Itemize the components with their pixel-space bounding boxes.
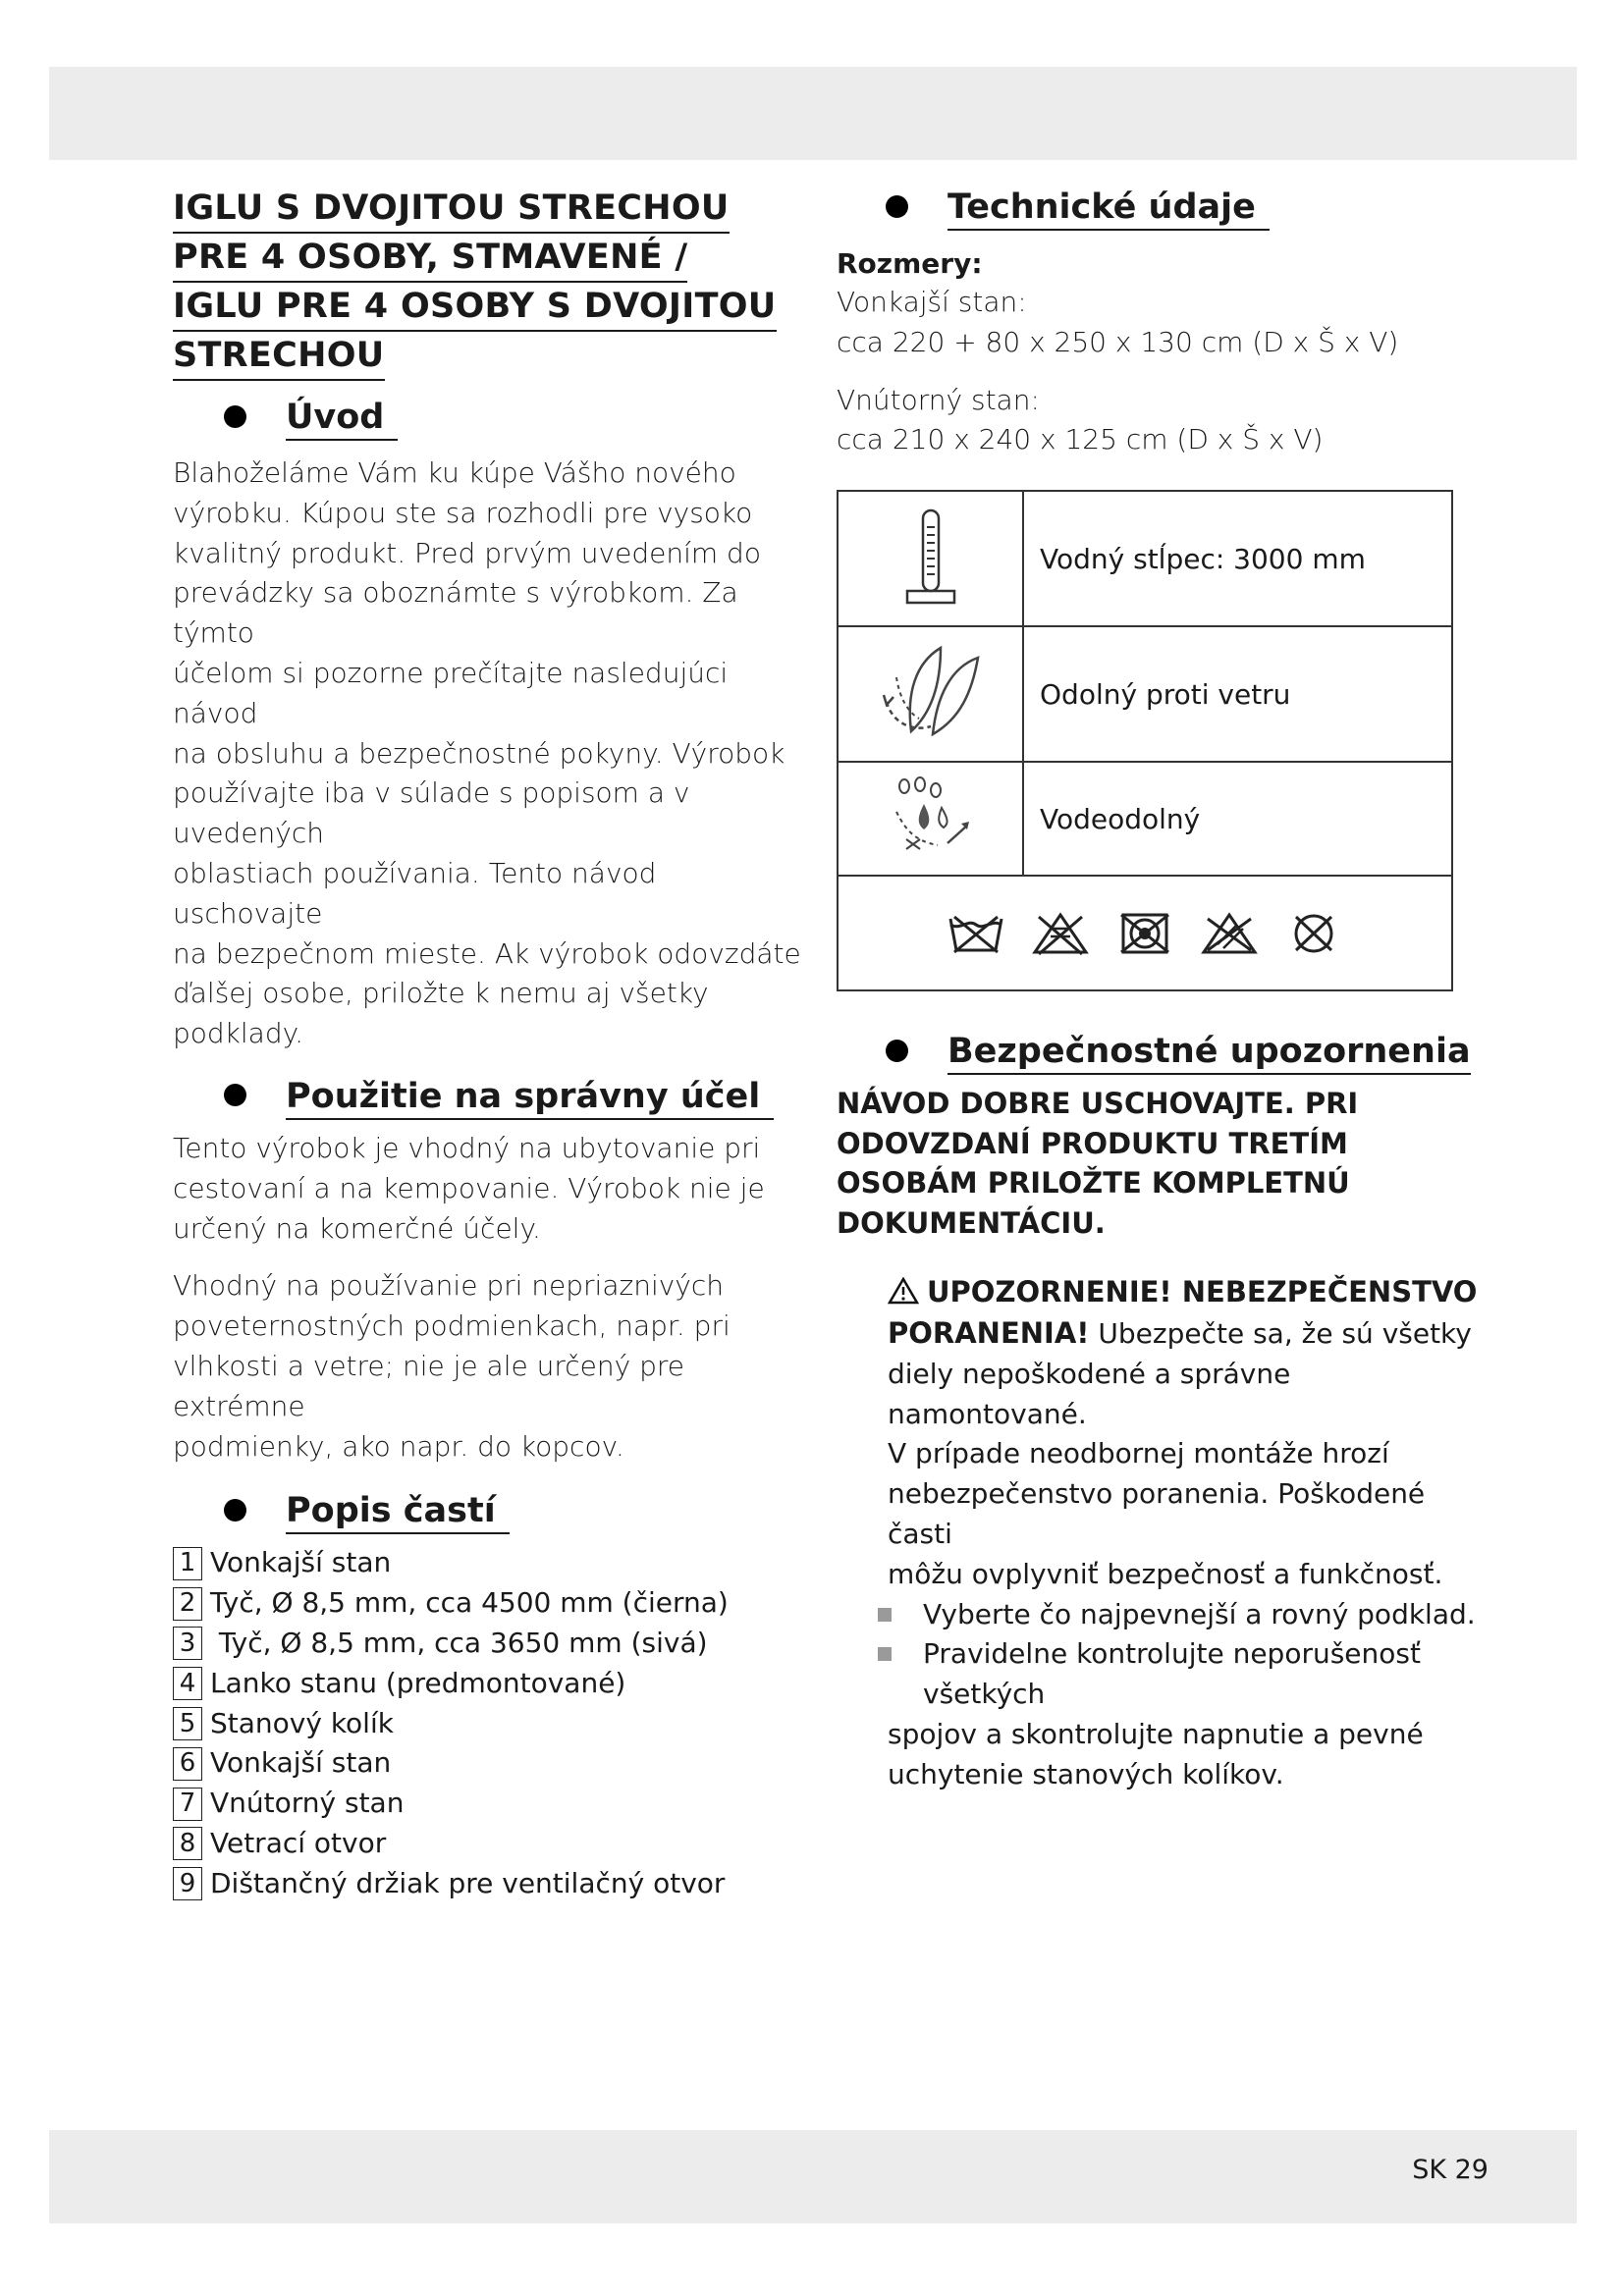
part-number: 7 bbox=[173, 1788, 202, 1821]
table-row bbox=[838, 626, 1452, 762]
left-column bbox=[173, 185, 801, 1904]
dimensions-label: Rozmery: bbox=[837, 247, 983, 280]
uvod-paragraph: Blahoželáme Vám ku kúpe Vášho nového výrobku. Kúpou ste sa rozhodli pre vysoko kvalitný produkt. Pred prvým uvedením do prevádzky sa oboznámte s výrobkom. Za týmto účelom si pozorne prečítajte nasledujúci návod na obsluhu a bezpečnostné pokyny. Výrobok používajte iba v súlade s popisom a v uvedených oblastiach používania. Tento návod uschovajte na bezpečnom mieste. Ak výrobok odovzdáte ďalšej osobe, priložte k nemu aj všetky podklady. bbox=[173, 456, 801, 1050]
title-line: STRECHOU bbox=[173, 332, 385, 381]
list-item: 8 Vetrací otvor bbox=[173, 1824, 801, 1864]
list-item: Pravidelne kontrolujte neporušenosť všetkých bbox=[878, 1634, 1485, 1715]
do-not-bleach-icon bbox=[1031, 911, 1090, 956]
bullet-icon bbox=[224, 1499, 246, 1522]
part-number: 9 bbox=[173, 1867, 202, 1900]
title-line: IGLU PRE 4 OSOBY S DVOJITOU bbox=[173, 283, 777, 332]
footer-band bbox=[49, 2130, 1577, 2223]
do-not-dry-clean-icon bbox=[1284, 911, 1343, 956]
table-row bbox=[838, 491, 1452, 626]
right-column bbox=[837, 185, 1485, 1795]
pouzitie-paragraph-1: Tento výrobok je vhodný na ubytovanie pri cestovaní a na kempovanie. Výrobok nie je určený na komerčné účely. bbox=[173, 1131, 765, 1245]
square-bullet-icon bbox=[878, 1608, 892, 1622]
water-column-text: Vodný stĺpec: 3000 mm bbox=[1023, 491, 1452, 626]
header-band bbox=[49, 67, 1577, 160]
list-item: 6 Vonkajší stan bbox=[173, 1743, 801, 1784]
table-row bbox=[838, 762, 1452, 876]
do-not-tumble-dry-icon bbox=[1115, 911, 1174, 956]
list-item: 5 Stanový kolík bbox=[173, 1704, 801, 1744]
part-number: 8 bbox=[173, 1827, 202, 1860]
list-item: 7 Vnútorný stan bbox=[173, 1784, 801, 1824]
section-heading-popis: Popis častí bbox=[173, 1488, 801, 1535]
list-item: 3 Tyč, Ø 8,5 mm, cca 3650 mm (sivá) bbox=[173, 1624, 801, 1664]
part-number: 1 bbox=[173, 1547, 202, 1580]
list-item: 4 Lanko stanu (predmontované) bbox=[173, 1664, 801, 1704]
square-bullet-icon bbox=[878, 1647, 892, 1661]
bullet-icon bbox=[224, 405, 246, 428]
page-number: SK 29 bbox=[1412, 2155, 1489, 2185]
title-line: IGLU S DVOJITOU STRECHOU bbox=[173, 185, 730, 234]
do-not-wash-icon bbox=[947, 911, 1005, 956]
waterproof-text: Vodeodolný bbox=[1023, 762, 1452, 876]
injury-warning: UPOZORNENIE! NEBEZPEČENSTVO PORANENIA! Ubezpečte sa, že sú všetky diely nepoškodené a správne namontované. V prípade neodbornej montáže hrozí nebezpečenstvo poranenia. Poškodené časti môžu ovplyvniť bezpečnosť a funkčnosť. bbox=[888, 1275, 1478, 1590]
water-column-icon bbox=[838, 491, 1023, 626]
section-heading-pouzitie: Použitie na správny účel bbox=[173, 1074, 801, 1121]
warning-title-cont: PORANENIA! bbox=[888, 1315, 1090, 1350]
document-title bbox=[173, 185, 801, 381]
inner-tent-dimensions: Vnútorný stan: cca 210 x 240 x 125 cm (D x Š x V) bbox=[837, 383, 1324, 456]
section-heading-safety: Bezpečnostné upozornenia bbox=[837, 1029, 1485, 1076]
bullet-icon bbox=[224, 1084, 246, 1106]
outer-tent-dimensions: Vonkajší stan: cca 220 + 80 x 250 x 130 cm (D x Š x V) bbox=[837, 286, 1399, 358]
waterproof-icon bbox=[838, 762, 1023, 876]
list-item: Vyberte čo najpevnejší a rovný podklad. bbox=[878, 1595, 1485, 1635]
list-item: 1 Vonkajší stan bbox=[173, 1543, 801, 1583]
part-number: 3 bbox=[173, 1627, 202, 1660]
safety-caps-notice: NÁVOD DOBRE USCHOVAJTE. PRI ODOVZDANÍ PRODUKTU TRETÍM OSOBÁM PRILOŽTE KOMPLETNÚ DOKUMENTÁCIU. bbox=[837, 1087, 1359, 1240]
do-not-bleach-chlorine-icon bbox=[1200, 911, 1259, 956]
wind-resistant-icon bbox=[838, 626, 1023, 762]
list-item: 2 Tyč, Ø 8,5 mm, cca 4500 mm (čierna) bbox=[173, 1583, 801, 1624]
part-number: 2 bbox=[173, 1587, 202, 1621]
list-item-continuation: spojov a skontrolujte napnutie a pevné uchytenie stanových kolíkov. bbox=[888, 1717, 1424, 1790]
part-number: 4 bbox=[173, 1667, 202, 1700]
warning-triangle-icon bbox=[888, 1277, 919, 1305]
care-symbols bbox=[838, 876, 1452, 990]
parts-list bbox=[173, 1543, 801, 1903]
section-heading-tech: Technické údaje bbox=[837, 185, 1485, 232]
title-line: PRE 4 OSOBY, STMAVENÉ / bbox=[173, 234, 687, 283]
pouzitie-paragraph-2: Vhodný na používanie pri nepriaznivých poveternostných podmienkach, napr. pri vlhkosti a vetre; nie je ale určený pre extrémne podmienky, ako napr. do kopcov. bbox=[173, 1269, 731, 1463]
section-heading-uvod: Úvod bbox=[173, 395, 801, 442]
warning-title: UPOZORNENIE! NEBEZPEČENSTVO bbox=[927, 1275, 1478, 1309]
bullet-icon bbox=[886, 195, 908, 218]
wind-resistant-text: Odolný proti vetru bbox=[1023, 626, 1452, 762]
part-number: 5 bbox=[173, 1707, 202, 1740]
list-item: 9 Dištančný držiak pre ventilačný otvor bbox=[173, 1864, 801, 1904]
part-number: 6 bbox=[173, 1747, 202, 1781]
bullet-icon bbox=[886, 1040, 908, 1062]
spec-table bbox=[837, 490, 1453, 991]
table-row bbox=[838, 876, 1452, 990]
